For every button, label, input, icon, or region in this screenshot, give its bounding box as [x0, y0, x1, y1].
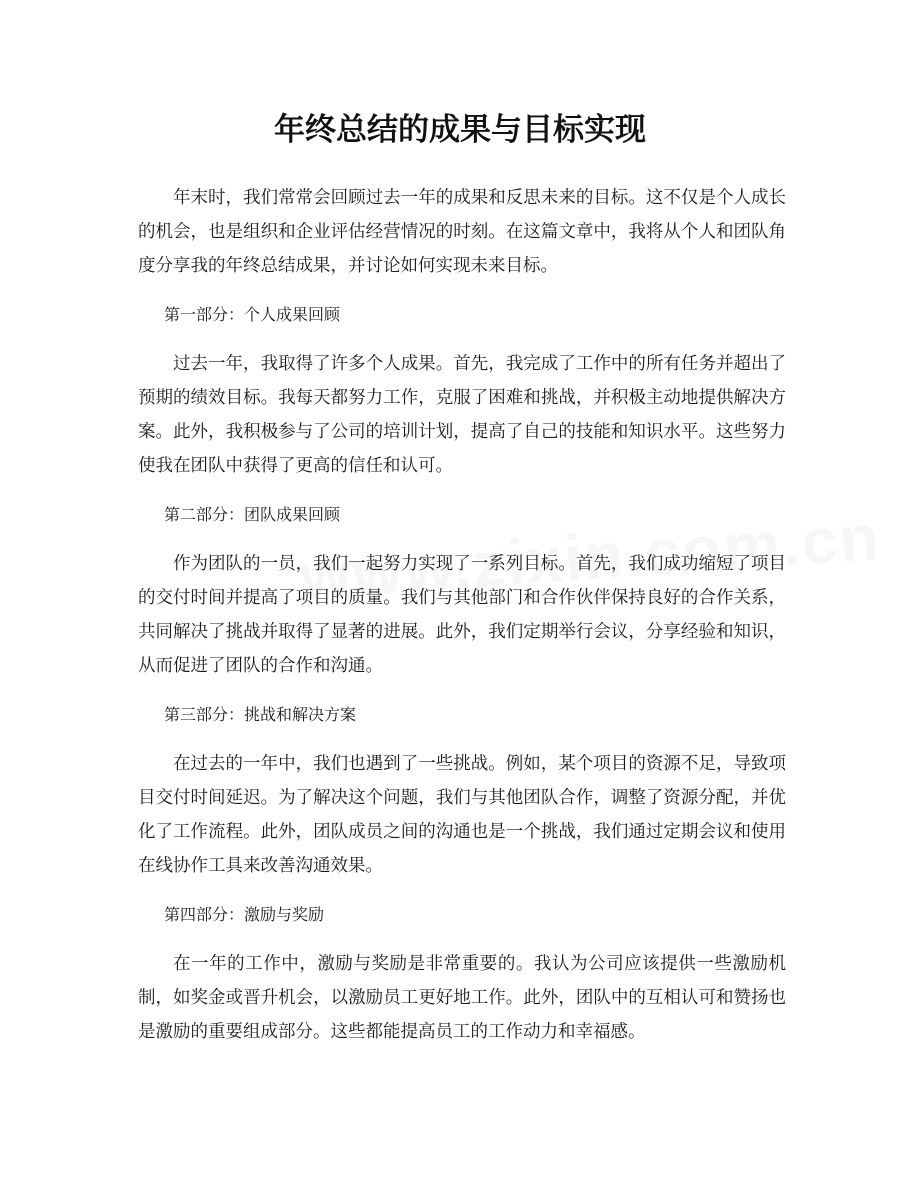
page-title: 年终总结的成果与目标实现: [274, 112, 646, 148]
section-body-3: 在过去的一年中，我们也遇到了一些挑战。例如，某个项目的资源不足，导致项目交付时间延迟。为了解决这个问题，我们与其他团队合作，调整了资源分配，并优化了工作流程。此外，团队成员之间的沟通也是一个挑战，我们通过定期会议和使用在线协作工具来改善沟通效果。: [138, 754, 786, 876]
section-body-4: 在一年的工作中，激励与奖励是非常重要的。我认为公司应该提供一些激励机制，如奖金或晋升机会，以激励员工更好地工作。此外，团队中的互相认可和赞扬也是激励的重要组成部分。这些都能提高员工的工作动力和幸福感。: [138, 954, 786, 1042]
section-heading-1: 第一部分：个人成果回顾: [164, 305, 341, 324]
section-body-1: 过去一年，我取得了许多个人成果。首先，我完成了工作中的所有任务并超出了预期的绩效目标。我每天都努力工作，克服了困难和挑战，并积极主动地提供解决方案。此外，我积极参与了公司的培训计划，提高了自己的技能和知识水平。这些努力使我在团队中获得了更高的信任和认可。: [138, 354, 786, 476]
section-heading-4: 第四部分：激励与奖励: [164, 905, 325, 924]
section-body-2: 作为团队的一员，我们一起努力实现了一系列目标。首先，我们成功缩短了项目的交付时间并提高了项目的质量。我们与其他部门和合作伙伴保持良好的合作关系，共同解决了挑战并取得了显著的进展。此外，我们定期举行会议，分享经验和知识，从而促进了团队的合作和沟通。: [138, 554, 786, 676]
intro-paragraph: 年末时，我们常常会回顾过去一年的成果和反思未来的目标。这不仅是个人成长的机会，也是组织和企业评估经营情况的时刻。在这篇文章中，我将从个人和团队角度分享我的年终总结成果，并讨论如何实现未来目标。: [138, 188, 786, 276]
section-heading-2: 第二部分：团队成果回顾: [164, 505, 341, 524]
document-body: [138, 181, 786, 1064]
section-heading-3: 第三部分：挑战和解决方案: [164, 705, 357, 724]
